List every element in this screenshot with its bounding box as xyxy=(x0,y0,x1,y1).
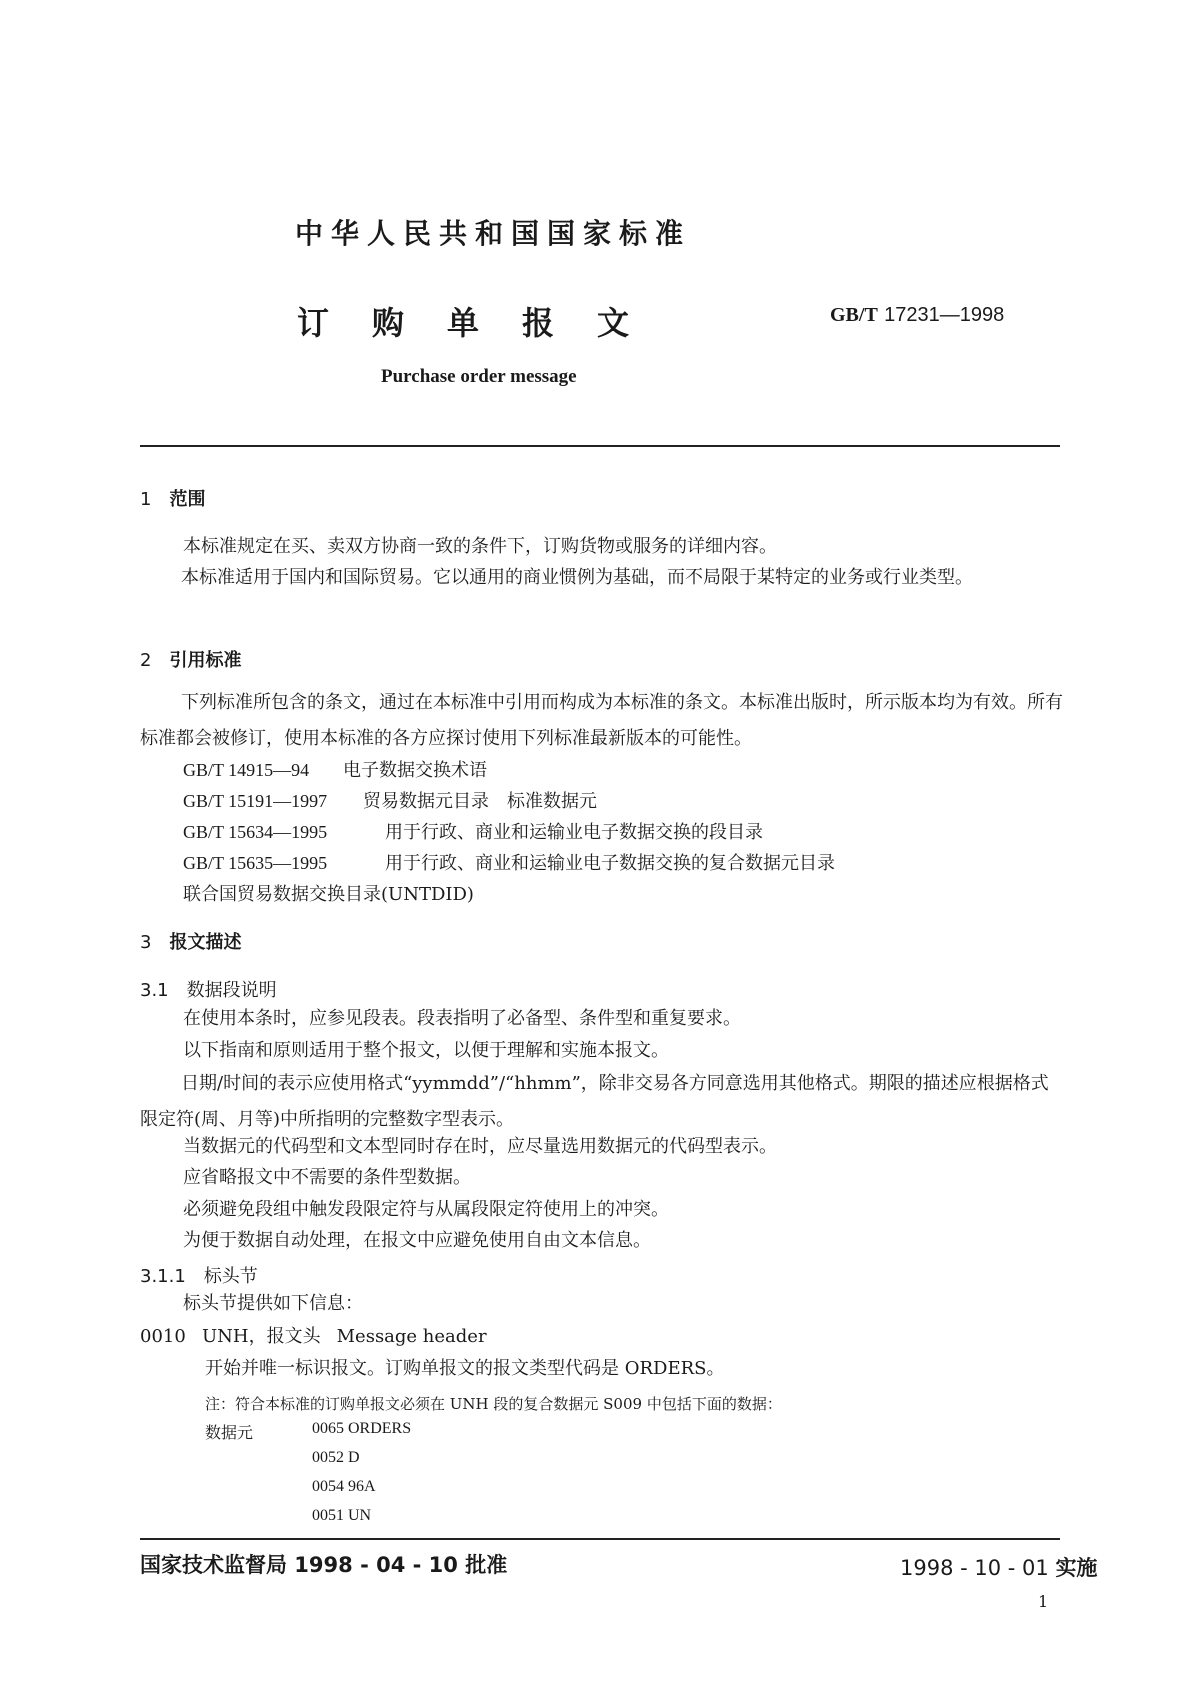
section-title: 范围 xyxy=(169,489,206,510)
paragraph: 以下指南和原则适用于整个报文，以便于理解和实施本报文。 xyxy=(183,1040,669,1061)
data-element-value: 0054 96A xyxy=(312,1478,376,1495)
reference-title: 用于行政、商业和运输业电子数据交换的段目录 xyxy=(385,822,763,843)
reference-item xyxy=(183,756,487,782)
data-element-value: 0065 ORDERS xyxy=(312,1420,412,1437)
data-element-label: 数据元 xyxy=(205,1423,254,1442)
reference-title: 电子数据交换术语 xyxy=(343,760,487,781)
section-number: 3.1.1 xyxy=(140,1266,186,1287)
segment-name-en: Message header xyxy=(336,1326,487,1347)
section-number: 2 xyxy=(140,650,152,671)
reference-item xyxy=(183,818,763,844)
subsection-3-1-1-heading xyxy=(140,1262,258,1288)
paragraph: 应省略报文中不需要的条件型数据。 xyxy=(183,1167,471,1188)
section-number: 3 xyxy=(140,932,152,953)
page-number: 1 xyxy=(1038,1592,1049,1611)
reference-item: 联合国贸易数据交换目录(UNTDID) xyxy=(183,884,474,905)
national-standard-heading: 中华人民共和国国家标准 xyxy=(295,217,692,250)
title-char: 报 xyxy=(522,304,555,342)
reference-code: GB/T 15191—1997 xyxy=(183,791,328,811)
segment-number: 0010 xyxy=(140,1326,186,1347)
standard-code xyxy=(830,302,1004,327)
section-title: 标头节 xyxy=(203,1266,258,1287)
section-title: 报文描述 xyxy=(169,932,242,953)
header-divider xyxy=(140,445,1060,447)
paragraph: 当数据元的代码型和文本型同时存在时，应尽量选用数据元的代码型表示。 xyxy=(183,1136,777,1157)
section-number: 1 xyxy=(140,489,152,510)
standard-code-number: 17231—1998 xyxy=(884,304,1005,326)
paragraph: 下列标准所包含的条文，通过在本标准中引用而构成为本标准的条文。本标准出版时，所示版本均为有效。所有标准都会被修订，使用本标准的各方应探讨使用下列标准最新版本的可能性。 xyxy=(140,692,1063,749)
paragraph: 日期/时间的表示应使用格式“yymmdd”/“hhmm”，除非交易各方同意选用其他格式。期限的描述应根据格式限定符(周、月等)中所指明的完整数字型表示。 xyxy=(140,1073,1049,1130)
document-title-cn xyxy=(297,298,672,344)
paragraph: 在使用本条时，应参见段表。段表指明了必备型、条件型和重复要求。 xyxy=(183,1008,741,1029)
reference-code: GB/T 14915—94 xyxy=(183,760,310,780)
section-title: 数据段说明 xyxy=(186,980,277,1001)
reference-code: GB/T 15634—1995 xyxy=(183,822,328,842)
effective-date: 1998 - 10 - 01 xyxy=(900,1556,1049,1580)
paragraph: 为便于数据自动处理，在报文中应避免使用自由文本信息。 xyxy=(183,1230,651,1251)
section-2-heading xyxy=(140,646,241,672)
title-char: 单 xyxy=(447,304,480,342)
data-element-value: 0051 UN xyxy=(312,1507,372,1524)
document-title-en: Purchase order message xyxy=(381,366,577,387)
standard-code-prefix: GB/T xyxy=(830,304,878,326)
segment-description: 开始并唯一标识报文。订购单报文的报文类型代码是 ORDERS。 xyxy=(205,1358,725,1379)
section-1-heading xyxy=(140,485,205,511)
title-char: 文 xyxy=(597,304,630,342)
footer-divider xyxy=(140,1538,1060,1540)
reference-code: GB/T 15635—1995 xyxy=(183,853,328,873)
approval-note: 国家技术监督局 1998 - 04 - 10 批准 xyxy=(140,1553,508,1577)
subsection-3-1-heading xyxy=(140,976,277,1002)
paragraph: 本标准规定在买、卖双方协商一致的条件下，订购货物或服务的详细内容。 xyxy=(183,536,777,557)
reference-item xyxy=(183,787,597,813)
segment-0010 xyxy=(140,1325,487,1349)
section-number: 3.1 xyxy=(140,980,169,1001)
data-element-value: 0052 D xyxy=(312,1449,360,1466)
paragraph: 本标准适用于国内和国际贸易。它以通用的商业惯例为基础，而不局限于某特定的业务或行业类型。 xyxy=(181,567,973,588)
reference-item xyxy=(183,849,835,875)
reference-title: 用于行政、商业和运输业电子数据交换的复合数据元目录 xyxy=(385,853,835,874)
note: 注：符合本标准的订购单报文必须在 UNH 段的复合数据元 S009 中包括下面的数据： xyxy=(205,1395,782,1413)
paragraph: 必须避免段组中触发段限定符与从属段限定符使用上的冲突。 xyxy=(183,1199,669,1220)
title-char: 购 xyxy=(372,304,405,342)
title-char: 订 xyxy=(297,304,330,342)
reference-title: 贸易数据元目录 标准数据元 xyxy=(363,791,597,812)
paragraph: 标头节提供如下信息： xyxy=(183,1293,363,1314)
effective-label: 实施 xyxy=(1055,1556,1098,1580)
effective-note xyxy=(900,1552,1097,1582)
section-title: 引用标准 xyxy=(169,650,242,671)
section-3-heading xyxy=(140,928,241,954)
segment-tag: UNH，报文头 xyxy=(202,1326,321,1347)
